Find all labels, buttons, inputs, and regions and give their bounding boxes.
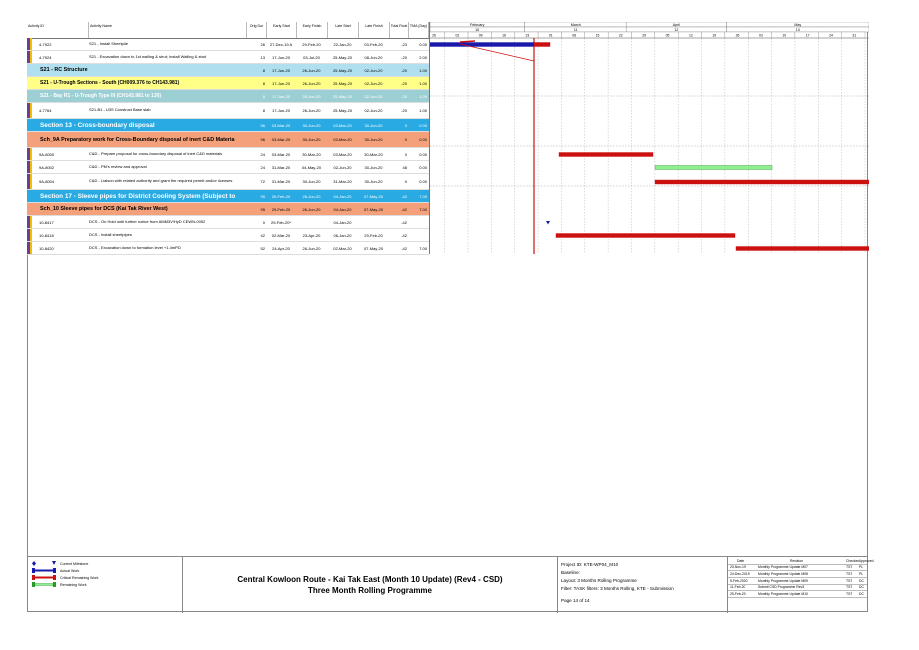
activity-name: DCS - Excavation down to formation level +1.4mPD bbox=[89, 244, 181, 250]
activity-name: C&D - PM's review and approval bbox=[89, 163, 147, 169]
week-label: 24 bbox=[829, 33, 833, 38]
month-label: March bbox=[570, 23, 581, 27]
activity-id: 9A-8004 bbox=[39, 179, 55, 184]
cell-lf: 08-Jun-20 bbox=[364, 54, 383, 60]
cell-ls: 22-Jan-20 bbox=[333, 41, 352, 47]
cell-es: 02-Mar-20 bbox=[271, 232, 291, 238]
cell-tf: -20 bbox=[401, 80, 407, 86]
cell-tma: 0.00 bbox=[419, 137, 427, 142]
cell-ef: 26-Jun-20 bbox=[302, 193, 321, 199]
cell-tf: 48 bbox=[402, 164, 407, 170]
cell-tf: 0 bbox=[404, 122, 407, 128]
header-total-float[interactable]: Total Float bbox=[390, 22, 409, 38]
legend-item-remaining bbox=[32, 582, 87, 587]
cell-tma: 1.00 bbox=[419, 93, 427, 99]
activity-row[interactable] bbox=[27, 229, 429, 242]
activity-row[interactable] bbox=[27, 38, 429, 51]
activity-name: C&D - Prepare proposal for cross-boundary disposal of inert C&D materials bbox=[89, 150, 223, 156]
rev-checked: TST bbox=[846, 592, 853, 597]
gantt-bar-critical bbox=[556, 234, 735, 238]
cell-ls: 04-Jan-20 bbox=[333, 219, 352, 225]
month-label: February bbox=[470, 23, 485, 27]
month-label: May bbox=[794, 23, 802, 27]
legend-item-milestone bbox=[32, 561, 88, 566]
header-tma[interactable]: TMA (Day) bbox=[409, 22, 429, 38]
header-early-start[interactable]: Early Start bbox=[267, 22, 297, 38]
week-label: 10 bbox=[782, 33, 787, 38]
project-layout: Layout: 3 Months Rolling Programme bbox=[561, 578, 637, 583]
activity-name: DCS - Install sheetpipes bbox=[89, 231, 132, 237]
week-label: 09 bbox=[478, 33, 483, 38]
rev-checked: TST bbox=[846, 571, 853, 576]
cell-es: 17-Jun-20 bbox=[271, 108, 290, 113]
cell-ef bbox=[297, 216, 328, 228]
cell-lf bbox=[359, 216, 390, 228]
cell-lf: 30-Jun-20 bbox=[364, 122, 383, 128]
cell-dur: 26 bbox=[260, 41, 265, 47]
cell-lf: 07-May-20 bbox=[363, 193, 384, 199]
week-label: 12 bbox=[688, 33, 693, 38]
header-activity-name[interactable]: Activity Name bbox=[89, 22, 247, 38]
cell-tma: 7.00 bbox=[419, 193, 427, 199]
activity-id: 9A-8000 bbox=[39, 151, 55, 157]
cell-es: 17-Jun-20 bbox=[271, 67, 290, 73]
week-label: 17 bbox=[805, 33, 810, 38]
cell-dur: 52 bbox=[260, 245, 265, 251]
cell-es: 17-Jun-20 bbox=[271, 54, 290, 60]
cell-tma: 0.00 bbox=[419, 41, 427, 47]
title-block bbox=[183, 557, 557, 613]
cell-dur: 13 bbox=[260, 54, 265, 60]
rev-text: Monthly Programme Update M10 bbox=[758, 592, 808, 597]
cell-dur: 24 bbox=[260, 151, 265, 157]
rev-approved: DC bbox=[859, 585, 864, 590]
cell-tf: -42 bbox=[401, 206, 407, 212]
rev-text: Submit CSD Programme Rev3 bbox=[758, 585, 805, 590]
cell-dur: 96 bbox=[260, 122, 265, 128]
gantt-chart bbox=[429, 22, 869, 254]
gantt-bar-critical bbox=[534, 43, 550, 47]
rev-checked: TST bbox=[846, 565, 853, 569]
cell-ef: 04-May-20 bbox=[301, 164, 322, 170]
cell-ls: 25-May-20 bbox=[332, 67, 353, 73]
legend-item-critical bbox=[32, 575, 98, 580]
actual-work-icon bbox=[32, 568, 56, 573]
week-label: 08 bbox=[572, 33, 576, 38]
table-header bbox=[27, 22, 429, 39]
cell-ls: 03-Mar-20 bbox=[333, 151, 352, 157]
rev-date: 11-Feb-20 bbox=[730, 585, 746, 590]
cell-tma: 1.00 bbox=[419, 108, 427, 113]
activity-id: 4-7922 bbox=[39, 41, 52, 47]
activity-row[interactable] bbox=[27, 216, 429, 229]
cell-ls: 02-Jun-20 bbox=[333, 164, 352, 170]
gantt-bar-critical bbox=[655, 180, 869, 184]
cell-tf: -42 bbox=[401, 245, 407, 251]
cell-tf: -20 bbox=[401, 108, 407, 113]
band-name: Section 17 - Sleeve pipes for District Cooling System (Subject to bbox=[40, 192, 236, 200]
report-subtitle: Three Month Rolling Programme bbox=[307, 586, 432, 595]
month-num-label: 12 bbox=[674, 28, 679, 32]
cell-dur: 8 bbox=[262, 67, 265, 73]
cell-ls: 03-Mar-20 bbox=[333, 137, 352, 142]
activity-name: C&D - Liaison with related authority and grant the required permit and/or licenses bbox=[89, 178, 233, 184]
cell-ls: 25-May-20 bbox=[332, 93, 353, 99]
gantt-svg bbox=[430, 22, 869, 254]
rev-header-revision: Revision bbox=[790, 559, 804, 563]
cell-lf: 07-May-20 bbox=[363, 245, 384, 251]
week-label: 16 bbox=[502, 33, 506, 38]
activity-name: S21 - Install Sheetpile bbox=[89, 40, 128, 46]
cell-ef: 03-Jul-20 bbox=[303, 54, 320, 60]
cell-tma: 0.00 bbox=[419, 151, 427, 157]
cell-tf: -42 bbox=[401, 193, 407, 199]
project-filter: Filter: TASK filters: 3 Months Rolling, KTE - Submission bbox=[561, 586, 674, 591]
rev-approved: DC bbox=[859, 592, 864, 597]
cell-tf: -20 bbox=[401, 54, 407, 60]
month-num-label: 11 bbox=[573, 28, 578, 32]
cell-lf: 07-May-20 bbox=[363, 206, 384, 212]
page-number: Page 14 of 14 bbox=[561, 598, 590, 603]
legend-label: Critical Remaining Work bbox=[60, 575, 99, 580]
cell-dur: 72 bbox=[260, 179, 265, 184]
divider bbox=[557, 557, 558, 613]
cell-dur: 0 bbox=[262, 219, 265, 225]
cell-lf: 02-Jun-20 bbox=[364, 80, 383, 86]
cell-lf: 30-Jun-20 bbox=[364, 137, 383, 142]
cell-ls: 31-Mar-20 bbox=[333, 179, 352, 184]
revision-table bbox=[728, 558, 874, 598]
month-num-label: 10 bbox=[475, 28, 480, 32]
band-name: S21 - U-Trough Sections - South (CH009.376 to CH143.981) bbox=[40, 80, 180, 86]
gantt-bar-remaining bbox=[655, 166, 772, 170]
cell-tf: 0 bbox=[404, 151, 407, 157]
activity-id: 4-7764 bbox=[39, 108, 52, 113]
gantt-bar-critical bbox=[559, 153, 653, 157]
band-name: Section 13 - Cross-boundary disposal bbox=[40, 121, 155, 129]
cell-lf: 29-Feb-20 bbox=[364, 232, 383, 238]
wbs-band-row[interactable] bbox=[27, 77, 429, 90]
cell-ls: 25-May-20 bbox=[332, 54, 353, 60]
cell-es: 03-Mar-20 bbox=[271, 137, 291, 142]
week-label: 26 bbox=[432, 33, 436, 38]
week-label: 26 bbox=[735, 33, 740, 38]
legend-label: Actual Work bbox=[60, 568, 80, 573]
wbs-band-row[interactable] bbox=[27, 132, 429, 148]
wbs-band-row[interactable] bbox=[27, 190, 429, 203]
band-name: Sch_9A Preparatory work for Cross-Boundary disposal of inert C&D Materia bbox=[40, 136, 235, 143]
cell-ef: 26-Jun-20 bbox=[302, 80, 321, 86]
activity-row[interactable] bbox=[27, 103, 429, 119]
rev-approved: PL bbox=[859, 571, 864, 576]
cell-dur: 96 bbox=[260, 137, 265, 142]
cell-ef: 23-Apr-20 bbox=[302, 232, 321, 238]
wbs-band-row[interactable] bbox=[27, 64, 429, 77]
cell-es: 29-Feb-20 bbox=[271, 206, 291, 212]
week-label: 05 bbox=[665, 33, 670, 38]
cell-dur: 95 bbox=[260, 193, 265, 199]
cell-ef: 26-Jun-20 bbox=[302, 206, 321, 212]
rev-header-approved: Approved bbox=[859, 559, 874, 563]
week-label: 01 bbox=[548, 33, 553, 38]
week-label: 03 bbox=[759, 33, 763, 38]
cell-tma bbox=[409, 216, 429, 228]
week-label: 02 bbox=[455, 33, 460, 38]
cell-dur: 42 bbox=[260, 232, 265, 238]
cell-ls: 04-Jan-20 bbox=[333, 193, 352, 199]
cell-tf: -23 bbox=[401, 41, 407, 47]
activity-name: S21 - Excavation down to 1st walling & strut; Install Walling & strut bbox=[89, 53, 207, 59]
remaining-work-icon bbox=[32, 582, 56, 587]
cell-ls: 25-May-20 bbox=[332, 80, 353, 86]
cell-ef: 26-Jun-20 bbox=[302, 245, 321, 251]
cell-tf: 0 bbox=[404, 179, 407, 184]
project-baseline: Baseline: bbox=[561, 570, 580, 575]
cell-ef: 30-Jun-20 bbox=[302, 137, 321, 142]
critical-work-icon bbox=[32, 575, 56, 580]
rev-checked: TST bbox=[846, 585, 853, 590]
week-label: 15 bbox=[595, 33, 600, 38]
week-label: 31 bbox=[852, 33, 857, 38]
activity-row[interactable] bbox=[27, 161, 429, 174]
cell-es: 27-Dec-19 A bbox=[269, 41, 293, 47]
activity-id: 4-7924 bbox=[39, 54, 52, 60]
cell-ls: 25-May-20 bbox=[332, 108, 353, 113]
cell-tf: -42 bbox=[401, 232, 407, 238]
legend bbox=[27, 557, 182, 613]
cell-dur: 24 bbox=[260, 164, 265, 170]
activity-id: 10-8417 bbox=[39, 219, 54, 225]
milestone-icon bbox=[32, 561, 56, 566]
cell-tma: 0.00 bbox=[419, 164, 427, 170]
week-label: 22 bbox=[618, 33, 623, 38]
band-name: Sch_10 Sleeve pipes for DCS (Kai Tak River West) bbox=[40, 206, 168, 212]
cell-ef: 26-Jun-20 bbox=[302, 93, 321, 99]
cell-tma: 1.00 bbox=[419, 67, 427, 73]
cell-tma bbox=[409, 229, 429, 241]
activity-id: 10-8420 bbox=[39, 245, 54, 251]
cell-es: 17-Jun-20 bbox=[271, 80, 290, 86]
cell-es: 03-Mar-20 bbox=[271, 151, 291, 157]
week-label: 29 bbox=[642, 33, 647, 38]
rev-text: Monthly Programme Update M09 bbox=[758, 578, 808, 583]
cell-lf: 30-Mar-20 bbox=[364, 151, 383, 157]
cell-lf: 03-Feb-20 bbox=[364, 41, 383, 47]
activity-name: DCS - On Hold until further notice from AMM3V/HyD CEWN-0052 bbox=[89, 218, 206, 224]
cell-es: 17-Jun-20 bbox=[271, 93, 290, 99]
month-label: April bbox=[672, 23, 680, 27]
rev-date: 5-Feb-2020 bbox=[730, 578, 748, 583]
cell-lf: 30-Jun-20 bbox=[364, 179, 383, 184]
cell-tf: -20 bbox=[401, 67, 407, 73]
cell-lf: 02-Jun-20 bbox=[364, 108, 383, 113]
cell-dur: 95 bbox=[260, 206, 265, 212]
cell-ls: 03-Mar-20 bbox=[333, 122, 352, 128]
revision-row bbox=[728, 591, 867, 598]
cell-ef: 30-Jun-20 bbox=[302, 179, 321, 184]
activity-id: 10-8418 bbox=[39, 232, 54, 238]
legend-label: Current Milestone bbox=[60, 561, 89, 566]
milestone-marker bbox=[546, 221, 550, 225]
rev-checked: TST bbox=[846, 578, 853, 583]
legend-item-actual bbox=[32, 568, 79, 573]
rev-approved: PL bbox=[859, 565, 864, 569]
cell-tf: 0 bbox=[404, 137, 407, 142]
week-label: 19 bbox=[712, 33, 717, 38]
header-late-start[interactable]: Late Start bbox=[328, 22, 359, 38]
cell-tma: 7.00 bbox=[419, 245, 427, 251]
cell-es: 31-Mar-20 bbox=[271, 164, 291, 170]
cell-tf: -20 bbox=[401, 93, 407, 99]
cell-tma: 1.00 bbox=[419, 80, 427, 86]
cell-es: 31-Mar-20 bbox=[271, 179, 291, 184]
cell-tf: -42 bbox=[401, 219, 407, 225]
header-activity-id[interactable]: Activity ID bbox=[27, 22, 89, 38]
rev-date: 25-Feb-20 bbox=[730, 592, 746, 597]
report-title: Central Kowloon Route - Kai Tak East (Month 10 Update) (Rev4 - CSD) bbox=[237, 575, 503, 584]
week-label: 23 bbox=[525, 33, 530, 38]
relationship-line bbox=[460, 41, 475, 42]
project-info bbox=[561, 561, 701, 605]
rev-text: Monthly Programme Update M07 bbox=[758, 565, 808, 569]
cell-es: 03-Mar-20 bbox=[271, 122, 291, 128]
cell-ef: 26-Jun-20 bbox=[302, 67, 321, 73]
activity-row[interactable] bbox=[27, 51, 429, 64]
cell-tma: 0.00 bbox=[419, 179, 427, 184]
cell-ls: 04-Jan-20 bbox=[333, 206, 352, 212]
wbs-band-row[interactable] bbox=[27, 119, 429, 132]
cell-dur: 8 bbox=[262, 108, 265, 113]
gantt-bar-actual bbox=[430, 43, 534, 47]
legend-label: Remaining Work bbox=[60, 582, 87, 587]
rev-header-date: Date bbox=[737, 559, 745, 563]
cell-ef: 30-Mar-20 bbox=[302, 151, 321, 157]
month-num-label: 13 bbox=[795, 28, 800, 32]
band-name: S21 - RC Structure bbox=[40, 67, 88, 73]
cell-lf: 02-Jun-20 bbox=[364, 93, 383, 99]
wbs-band-row[interactable] bbox=[27, 203, 429, 216]
cell-ef: 26-Jun-20 bbox=[302, 108, 321, 113]
cell-tma: 0.00 bbox=[419, 122, 427, 128]
cell-dur: 8 bbox=[262, 80, 265, 86]
activity-row[interactable] bbox=[27, 242, 429, 255]
project-id: Project ID: KTE-WP04_M10 bbox=[561, 562, 619, 567]
cell-es: 29-Feb-20* bbox=[270, 219, 291, 225]
header-early-finish[interactable]: Early Finish bbox=[297, 22, 328, 38]
cell-tma: 7.00 bbox=[419, 206, 427, 212]
rev-date: 20-Nov-19 bbox=[730, 565, 746, 569]
cell-ef: 29-Feb-20 bbox=[302, 41, 321, 47]
rev-text: Monthly Programme Update M08 bbox=[758, 571, 808, 576]
activity-row[interactable] bbox=[27, 148, 429, 161]
footer bbox=[27, 556, 874, 613]
cell-dur: 8 bbox=[262, 93, 265, 99]
activity-row[interactable] bbox=[27, 174, 429, 190]
activity-id: 9A-8002 bbox=[39, 164, 55, 170]
rev-approved: DC bbox=[859, 578, 864, 583]
cell-lf: 30-Jun-20 bbox=[364, 164, 383, 170]
wbs-band-row[interactable] bbox=[27, 90, 429, 103]
cell-ef: 30-Jun-20 bbox=[302, 122, 321, 128]
rev-header-checked: Checked bbox=[846, 559, 860, 563]
gantt-bar-critical bbox=[736, 247, 869, 251]
header-orig-dur[interactable]: Orig Dur bbox=[247, 22, 267, 38]
cell-es: 29-Feb-20 bbox=[271, 193, 291, 199]
cell-lf: 02-Jun-20 bbox=[364, 67, 383, 73]
band-name: S21 - Bay R1 - U-Trough Type III (CH143.981 to 130) bbox=[40, 93, 162, 99]
activity-name: S21-B1 - U3S Construct Base slab bbox=[89, 107, 151, 113]
rev-date: 24-Dec-2019 bbox=[730, 571, 750, 576]
header-late-finish[interactable]: Late Finish bbox=[359, 22, 390, 38]
cell-tma: 2.00 bbox=[419, 54, 427, 60]
cell-ls: 06-Jan-20 bbox=[333, 232, 352, 238]
cell-ls: 02-Mar-20 bbox=[333, 245, 352, 251]
cell-es: 24-Apr-20 bbox=[272, 245, 290, 251]
